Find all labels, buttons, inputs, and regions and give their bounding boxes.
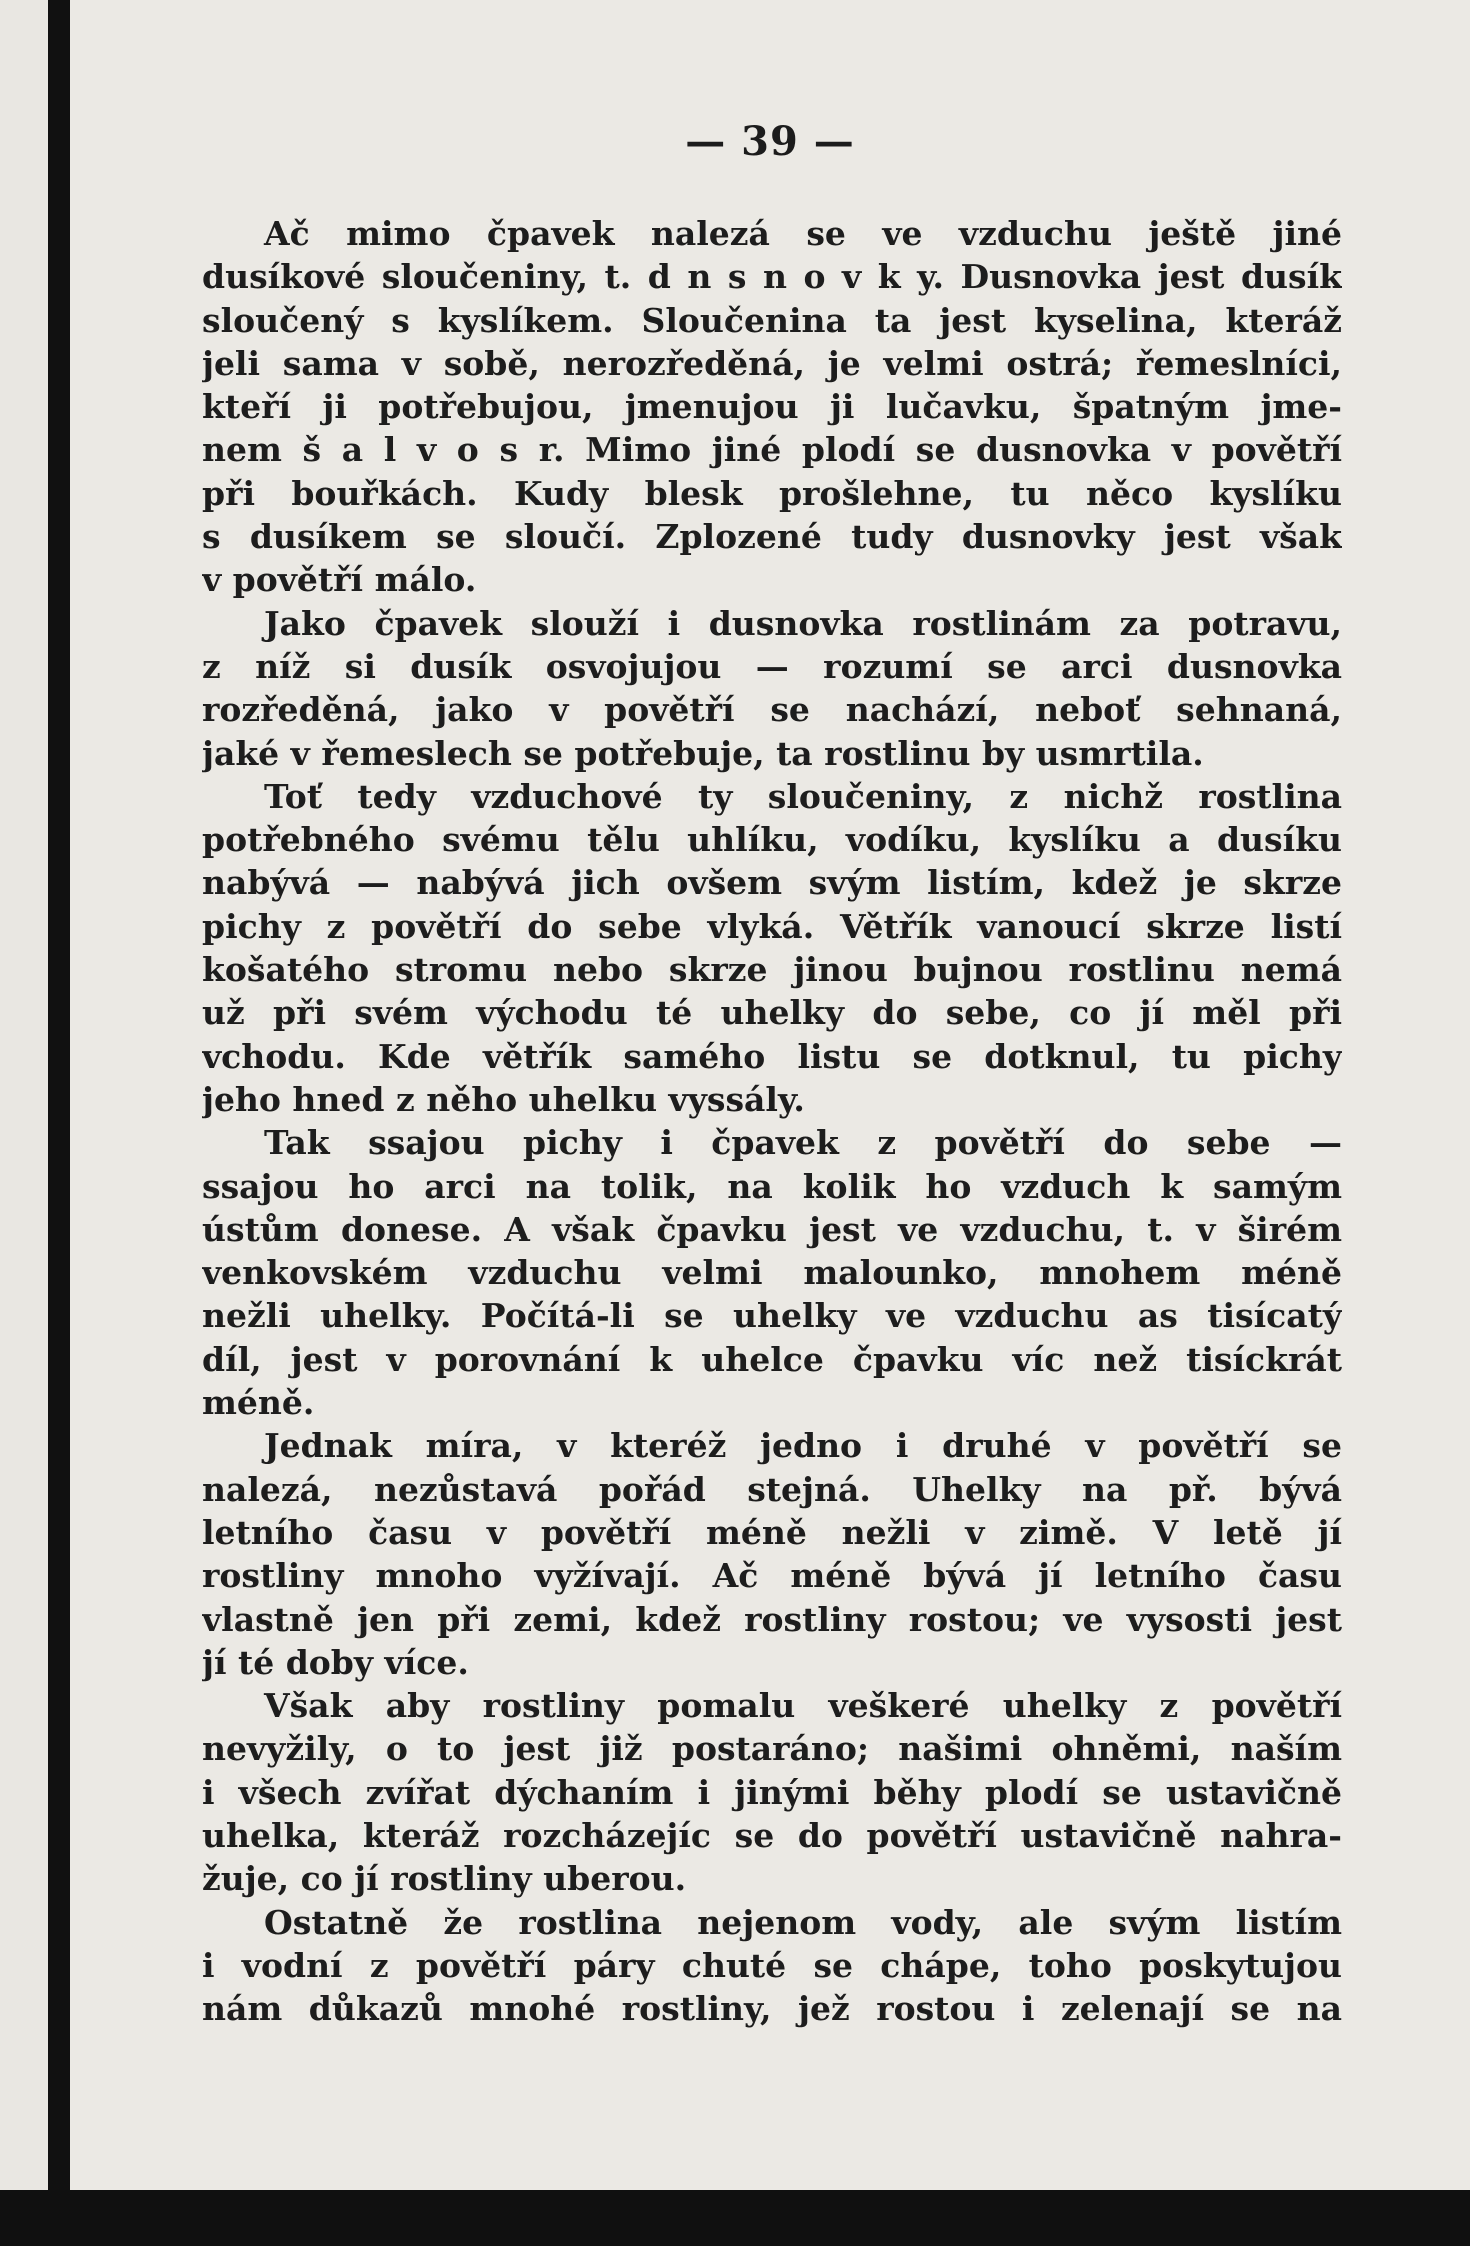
text-line: z níž si dusík osvojujou — rozumí se arci dusnovka [202,646,1342,686]
text-line: v povětří málo. [202,560,477,600]
text-line: venkovském vzduchu velmi malounko, mnohem méně [202,1253,1342,1293]
text-line: nežli uhelky. Počítá-li se uhelky ve vzduchu as tisícatý [202,1296,1342,1336]
text-line: Toť tedy vzduchové ty sloučeniny, z nichž rostlina [264,776,1342,816]
text-line: košatého stromu nebo skrze jinou bujnou rostlinu nemá [202,950,1342,990]
text-line: Ač mimo čpavek nalezá se ve vzduchu ještě jiné [264,214,1342,253]
page-number: — 39 — [685,118,855,165]
text-line: Ostatně že rostlina nejenom vody, ale svým listím [264,1902,1342,1942]
text-line: sloučený s kyslíkem. Sloučenina ta jest kyselina, kteráž [202,300,1342,340]
text-line: ssajou ho arci na tolik, na kolik ho vzduch k samým [202,1166,1342,1206]
text-line: kteří ji potřebujou, jmenujou ji lučavku, špatným jme- [202,387,1342,427]
previous-page-edge [0,0,48,2246]
text-line: Jednak míra, v kteréž jedno i druhé v povětří se [264,1426,1342,1466]
text-line: jí té doby více. [202,1642,469,1682]
text-line: letního času v povětří méně nežli v zimě. V letě jí [202,1512,1342,1552]
text-line: už při svém východu té uhelky do sebe, co jí měl při [202,993,1342,1033]
text-line: díl, jest v porovnání k uhelce čpavku víc než tisíckrát [202,1339,1342,1379]
text-line: rostliny mnoho vyžívají. Ač méně bývá jí letního času [202,1556,1342,1596]
book-page [70,0,1470,2190]
text-line: nabývá — nabývá jich ovšem svým listím, kdež je skrze [202,863,1342,903]
text-line: jaké v řemeslech se potřebuje, ta rostlinu by usmrtila. [202,733,1204,773]
text-line: žuje, co jí rostliny uberou. [202,1859,687,1899]
text-line: Však aby rostliny pomalu veškeré uhelky z povětří [264,1686,1342,1726]
text-line: vlastně jen při zemi, kdež rostliny rostou; ve vysosti jest [202,1599,1342,1639]
text-line: nám důkazů mnohé rostliny, jež rostou i zelenají se na [202,1989,1342,2029]
text-line: vchodu. Kde větřík samého listu se dotknul, tu pichy [202,1036,1342,1076]
text-line: ústům donese. A však čpavku jest ve vzduchu, t. v širém [202,1209,1342,1249]
text-line: nalezá, nezůstavá pořád stejná. Uhelky na př. bývá [202,1469,1342,1509]
page-text [202,212,1342,2030]
text-line: pichy z povětří do sebe vlyká. Větřík vanoucí skrze listí [202,906,1342,946]
text-line: i všech zvířat dýchaním i jinými běhy plodí se ustavičně [202,1772,1342,1812]
text-line: jeli sama v sobě, nerozředěná, je velmi ostrá; řemeslníci, [202,343,1342,383]
text-line: nem š a l v o s r. Mimo jiné plodí se dusnovka v povětří [202,430,1342,470]
text-line: potřebného svému tělu uhlíku, vodíku, kyslíku a dusíku [202,820,1342,860]
text-line: uhelka, kteráž rozcházejíc se do povětří ustavičně nahra- [202,1815,1342,1855]
text-line: jeho hned z něho uhelku vyssály. [202,1079,805,1119]
text-line: Jako čpavek slouží i dusnovka rostlinám za potravu, [264,603,1342,643]
text-line: dusíkové sloučeniny, t. d n s n o v k y. Dusnovka jest dusík [202,257,1342,297]
scan-bottom-edge [0,2190,1470,2246]
text-line: rozředěná, jako v povětří se nachází, neboť sehnaná, [202,690,1342,730]
text-line: při bouřkách. Kudy blesk prošlehne, tu něco kyslíku [202,473,1342,513]
text-line: méně. [202,1383,315,1423]
text-line: nevyžily, o to jest již postaráno; našimi ohněmi, naším [202,1729,1342,1769]
text-line: i vodní z povětří páry chuté se chápe, toho poskytujou [202,1945,1342,1985]
book-gutter [48,0,70,2246]
text-line: Tak ssajou pichy i čpavek z povětří do sebe — [264,1123,1342,1163]
text-line: s dusíkem se sloučí. Zplozené tudy dusnovky jest však [202,517,1342,557]
